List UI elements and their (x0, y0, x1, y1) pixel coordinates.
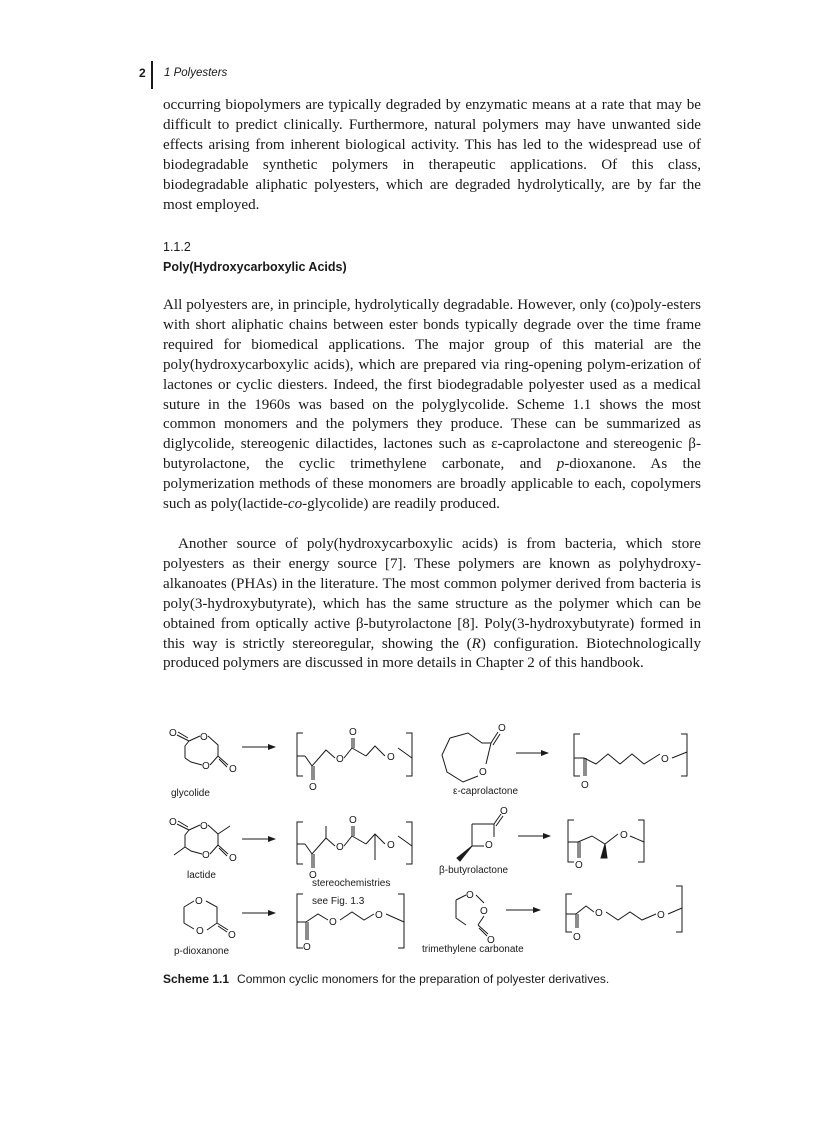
pcl-o-carbonyl: O (581, 780, 589, 791)
ptmc-o-ester-2: O (657, 910, 665, 921)
pla-o-ester-1: O (336, 842, 344, 853)
ppdx-o-ether: O (375, 910, 383, 921)
p3-part2: ) configuration. Biotechnologically produced polymers are discussed in more details in Chapter 2 of this handbook. (163, 635, 701, 672)
cl-o-ring: O (479, 767, 487, 778)
pga-o-carbonyl-2: O (349, 727, 357, 738)
butyrolactone-wedge (457, 846, 472, 861)
pga-o-ester-1: O (336, 754, 344, 765)
scheme-figure (160, 718, 705, 968)
dioxanone-structure (184, 901, 228, 932)
pla-o-carbonyl-2: O (349, 815, 357, 826)
tmc-o-ring-right: O (480, 906, 488, 917)
glycolide-o-carbonyl-left: O (169, 728, 177, 739)
paragraph-2 (163, 296, 701, 515)
paragraph-1 (163, 96, 701, 215)
caprolactone-structure (442, 732, 500, 782)
lactide-o-ring-bottom: O (202, 850, 210, 861)
pcl-o-ester: O (661, 754, 669, 765)
lactide-o-carbonyl-left: O (169, 817, 177, 828)
glycolide-o-ring-top: O (200, 732, 208, 743)
ppdx-o-carbonyl: O (303, 942, 311, 953)
label-lactide: lactide (187, 870, 216, 881)
label-glycolide: glycolide (171, 788, 210, 799)
p2-italic1: p (556, 456, 565, 473)
polytmc-structure (566, 886, 682, 932)
page-number: 2 (139, 66, 146, 80)
pdx-o-carbonyl: O (228, 930, 236, 941)
running-head: 1 Polyesters (164, 67, 228, 79)
section-title: Poly(Hydroxycarboxylic Acids) (163, 260, 347, 274)
scheme-drawing (160, 718, 705, 968)
paragraph-1-text: occurring biopolymers are typically degraded by enzymatic means at a rate that may be difficult to predict clinically. Furthermore, natural polymers may have unwanted side effects arising from inherent biological activity. This has led to the widespread use of biodegradable synthetic polymers in therapeutic applications. Of this class, biodegradable aliphatic polyesters, which are degraded hydrolytically, are by far the most employed. (163, 97, 701, 213)
phb-o-carbonyl: O (575, 860, 583, 871)
paragraph-3-text (163, 535, 701, 674)
ppdx-o-ester: O (329, 917, 337, 928)
p2-part2: -dioxanone. As the polymerization methods of these monomers are broadly applicable to each, copolymers such as poly(lactide- (163, 456, 701, 513)
paragraph-2-text (163, 296, 701, 515)
paragraph-3 (163, 535, 701, 674)
section-number: 1.1.2 (163, 240, 191, 254)
p2-italic2: co (287, 496, 303, 513)
label-see-fig: see Fig. 1.3 (312, 896, 365, 907)
bbl-o-carbonyl: O (500, 806, 508, 817)
caption-label: Scheme 1.1 (163, 972, 230, 986)
glycolide-o-ring-bottom: O (202, 761, 210, 772)
label-dioxanone: p-dioxanone (174, 946, 230, 957)
pga-o-carbonyl-1: O (309, 782, 317, 793)
p3-part1: Another source of poly(hydroxycarboxylic acids) is from bacteria, which store polyesters as their energy source [7]. These polymers are known as polyhydroxy-alkanoates (PHAs) in the literature. The most common polymer derived from bacteria is poly(3-hydroxybutyrate), which has the same structure as the polymer which can be obtained from optically active β-butyrolactone [8]. Poly(3-hydroxybutyrate) formed in this way is strictly stereoregular, showing the ( (163, 536, 701, 652)
label-stereochemistries: stereochemistries (312, 878, 391, 889)
label-caprolactone: ε-caprolactone (453, 786, 519, 797)
lactide-o-ring-top: O (200, 821, 208, 832)
p2-part1: All polyesters are, in principle, hydrolytically degradable. However, only (co)poly-esters with short aliphatic chains between ester bonds typically degrade over the time frame required for biomedical applications. The major group of this material are the poly(hydroxycarboxylic acids), which are prepared via ring-opening polym-erization of lactones or cyclic diesters. Indeed, the first biodegradable polyester used as a medical suture in the 1960s was based on the polyglycolide. Scheme 1.1 shows the most common monomers and the polymers they produce. These can be summarized as diglycolide, stereogenic dilactides, lactones such as ε-caprolactone and stereogenic β-butyrolactone, the cyclic trimethylene carbonate, and (163, 297, 701, 473)
pga-o-ester-2: O (387, 752, 395, 763)
label-butyrolactone: β-butyrolactone (439, 865, 509, 876)
scheme-caption (163, 972, 609, 986)
header-rule (151, 61, 153, 89)
cl-o-carbonyl: O (498, 723, 506, 734)
glycolide-o-carbonyl-right: O (229, 764, 237, 775)
p2-part3: -glycolide) are readily produced. (302, 496, 500, 513)
phb-wedge (601, 844, 607, 858)
bbl-o-ring: O (485, 840, 493, 851)
phb-o-ester: O (620, 830, 628, 841)
pla-o-carbonyl-1: O (309, 870, 317, 881)
polycaprolactone-structure (574, 734, 687, 776)
pla-o-ester-2: O (387, 840, 395, 851)
tmc-o-ring-top: O (466, 890, 474, 901)
label-trimethylene-carbonate: trimethylene carbonate (422, 944, 524, 955)
ptmc-o-ester-1: O (595, 908, 603, 919)
pdx-o-ring-bottom: O (196, 926, 204, 937)
ptmc-o-carbonyl: O (573, 932, 581, 943)
tmc-o-carbonyl: O (487, 935, 495, 946)
p3-italic1: R (471, 635, 481, 652)
pdx-o-ring-top: O (195, 896, 203, 907)
caption-text: Common cyclic monomers for the preparation of polyester derivatives. (237, 972, 610, 986)
lactide-o-carbonyl-right: O (229, 853, 237, 864)
